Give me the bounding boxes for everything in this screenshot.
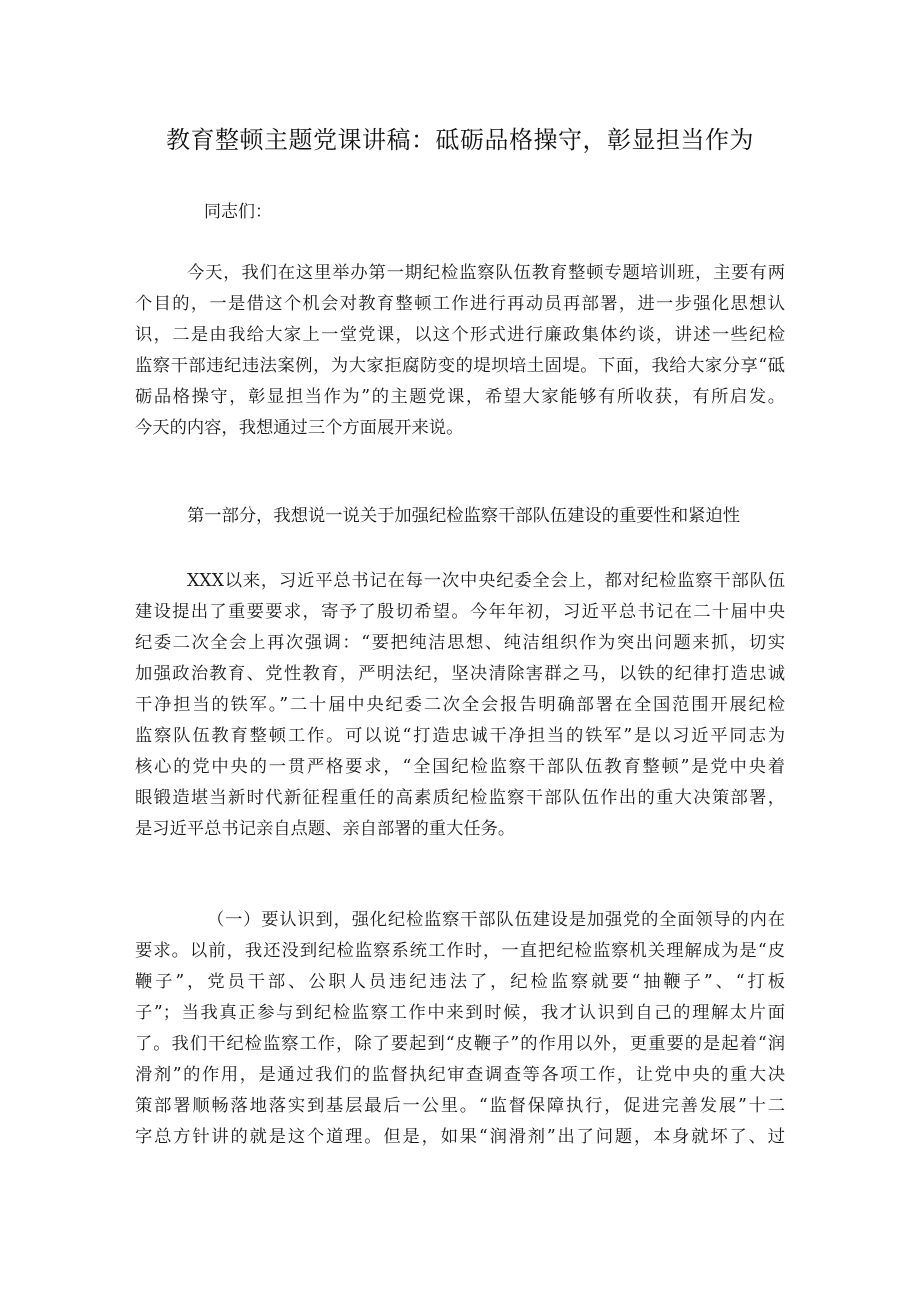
text-line: 眼锻造堪当新时代新征程重任的高素质纪检监察干部队伍作出的重大决策部署，	[135, 788, 785, 808]
paragraph-point-one	[135, 905, 785, 1153]
text-line: 了。我们干纪检监察工作，除了要起到“皮鞭子”的作用以外，更重要的是起着“润	[135, 1034, 785, 1054]
text-line: 是习近平总书记亲自点题、亲自部署的重大任务。	[135, 819, 516, 839]
text-line: 识，二是由我给大家上一堂党课，以这个形式进行廉政集体约谈，讲述一些纪检	[135, 325, 785, 345]
text-line: XXX以来，习近平总书记在每一次中央纪委全会上，都对纪检监察干部队伍	[187, 571, 785, 591]
text-line: 监察队伍教育整顿工作。可以说“打造忠诚干净担当的铁军”是以习近平同志为	[135, 726, 785, 746]
section-heading: 第一部分，我想说一说关于加强纪检监察干部队伍建设的重要性和紧迫性	[187, 506, 741, 526]
text-line: 建设提出了重要要求，寄予了殷切希望。今年年初，习近平总书记在二十届中央	[135, 602, 785, 622]
text-line: 鞭子”，党员干部、公职人员违纪违法了，纪检监察就要“抽鞭子”、“打板	[135, 972, 785, 992]
text-line: 滑剂”的作用，是通过我们的监督执纪审查调查等各项工作，让党中央的重大决	[135, 1065, 785, 1085]
text-line: 砺品格操守，彰显担当作为”的主题党课，希望大家能够有所收获，有所启发。	[135, 387, 785, 407]
text-line: 核心的党中央的一贯严格要求，“全国纪检监察干部队伍教育整顿”是党中央着	[135, 757, 785, 777]
paragraph-background	[135, 566, 785, 845]
text-line: 纪委二次全会上再次强调：“要把纯洁思想、纯洁组织作为突出问题来抓，切实	[135, 633, 785, 653]
text-line: 今天，我们在这里举办第一期纪检监察队伍教育整顿专题培训班，主要有两	[187, 263, 785, 283]
text-line: 要求。以前，我还没到纪检监察系统工作时，一直把纪检监察机关理解成为是“皮	[135, 941, 785, 961]
text-line: （一）要认识到，强化纪检监察干部队伍建设是加强党的全面领导的内在	[207, 910, 785, 930]
text-line: 字总方针讲的就是这个道理。但是，如果“润滑剂”出了问题，本身就坏了、过	[135, 1127, 785, 1147]
paragraph-intro	[135, 258, 785, 444]
document-title: 教育整顿主题党课讲稿：砥砺品格操守，彰显担当作为	[166, 126, 754, 154]
salutation: 同志们：	[204, 202, 272, 222]
text-line: 干净担当的铁军。”二十届中央纪委二次全会报告明确部署在全国范围开展纪检	[135, 695, 785, 715]
text-line: 策部署顺畅落地落实到基层最后一公里。“监督保障执行，促进完善发展”十二	[135, 1096, 785, 1116]
text-line: 加强政治教育、党性教育，严明法纪，坚决清除害群之马，以铁的纪律打造忠诚	[135, 664, 785, 684]
text-line: 子”；当我真正参与到纪检监察工作中来到时候，我才认识到自己的理解太片面	[135, 1003, 785, 1023]
text-line: 今天的内容，我想通过三个方面展开来说。	[135, 418, 464, 438]
text-line: 监察干部违纪违法案例，为大家拒腐防变的堤坝培土固堤。下面，我给大家分享“砥	[135, 356, 785, 376]
text-line: 个目的，一是借这个机会对教育整顿工作进行再动员再部署，进一步强化思想认	[135, 294, 785, 314]
